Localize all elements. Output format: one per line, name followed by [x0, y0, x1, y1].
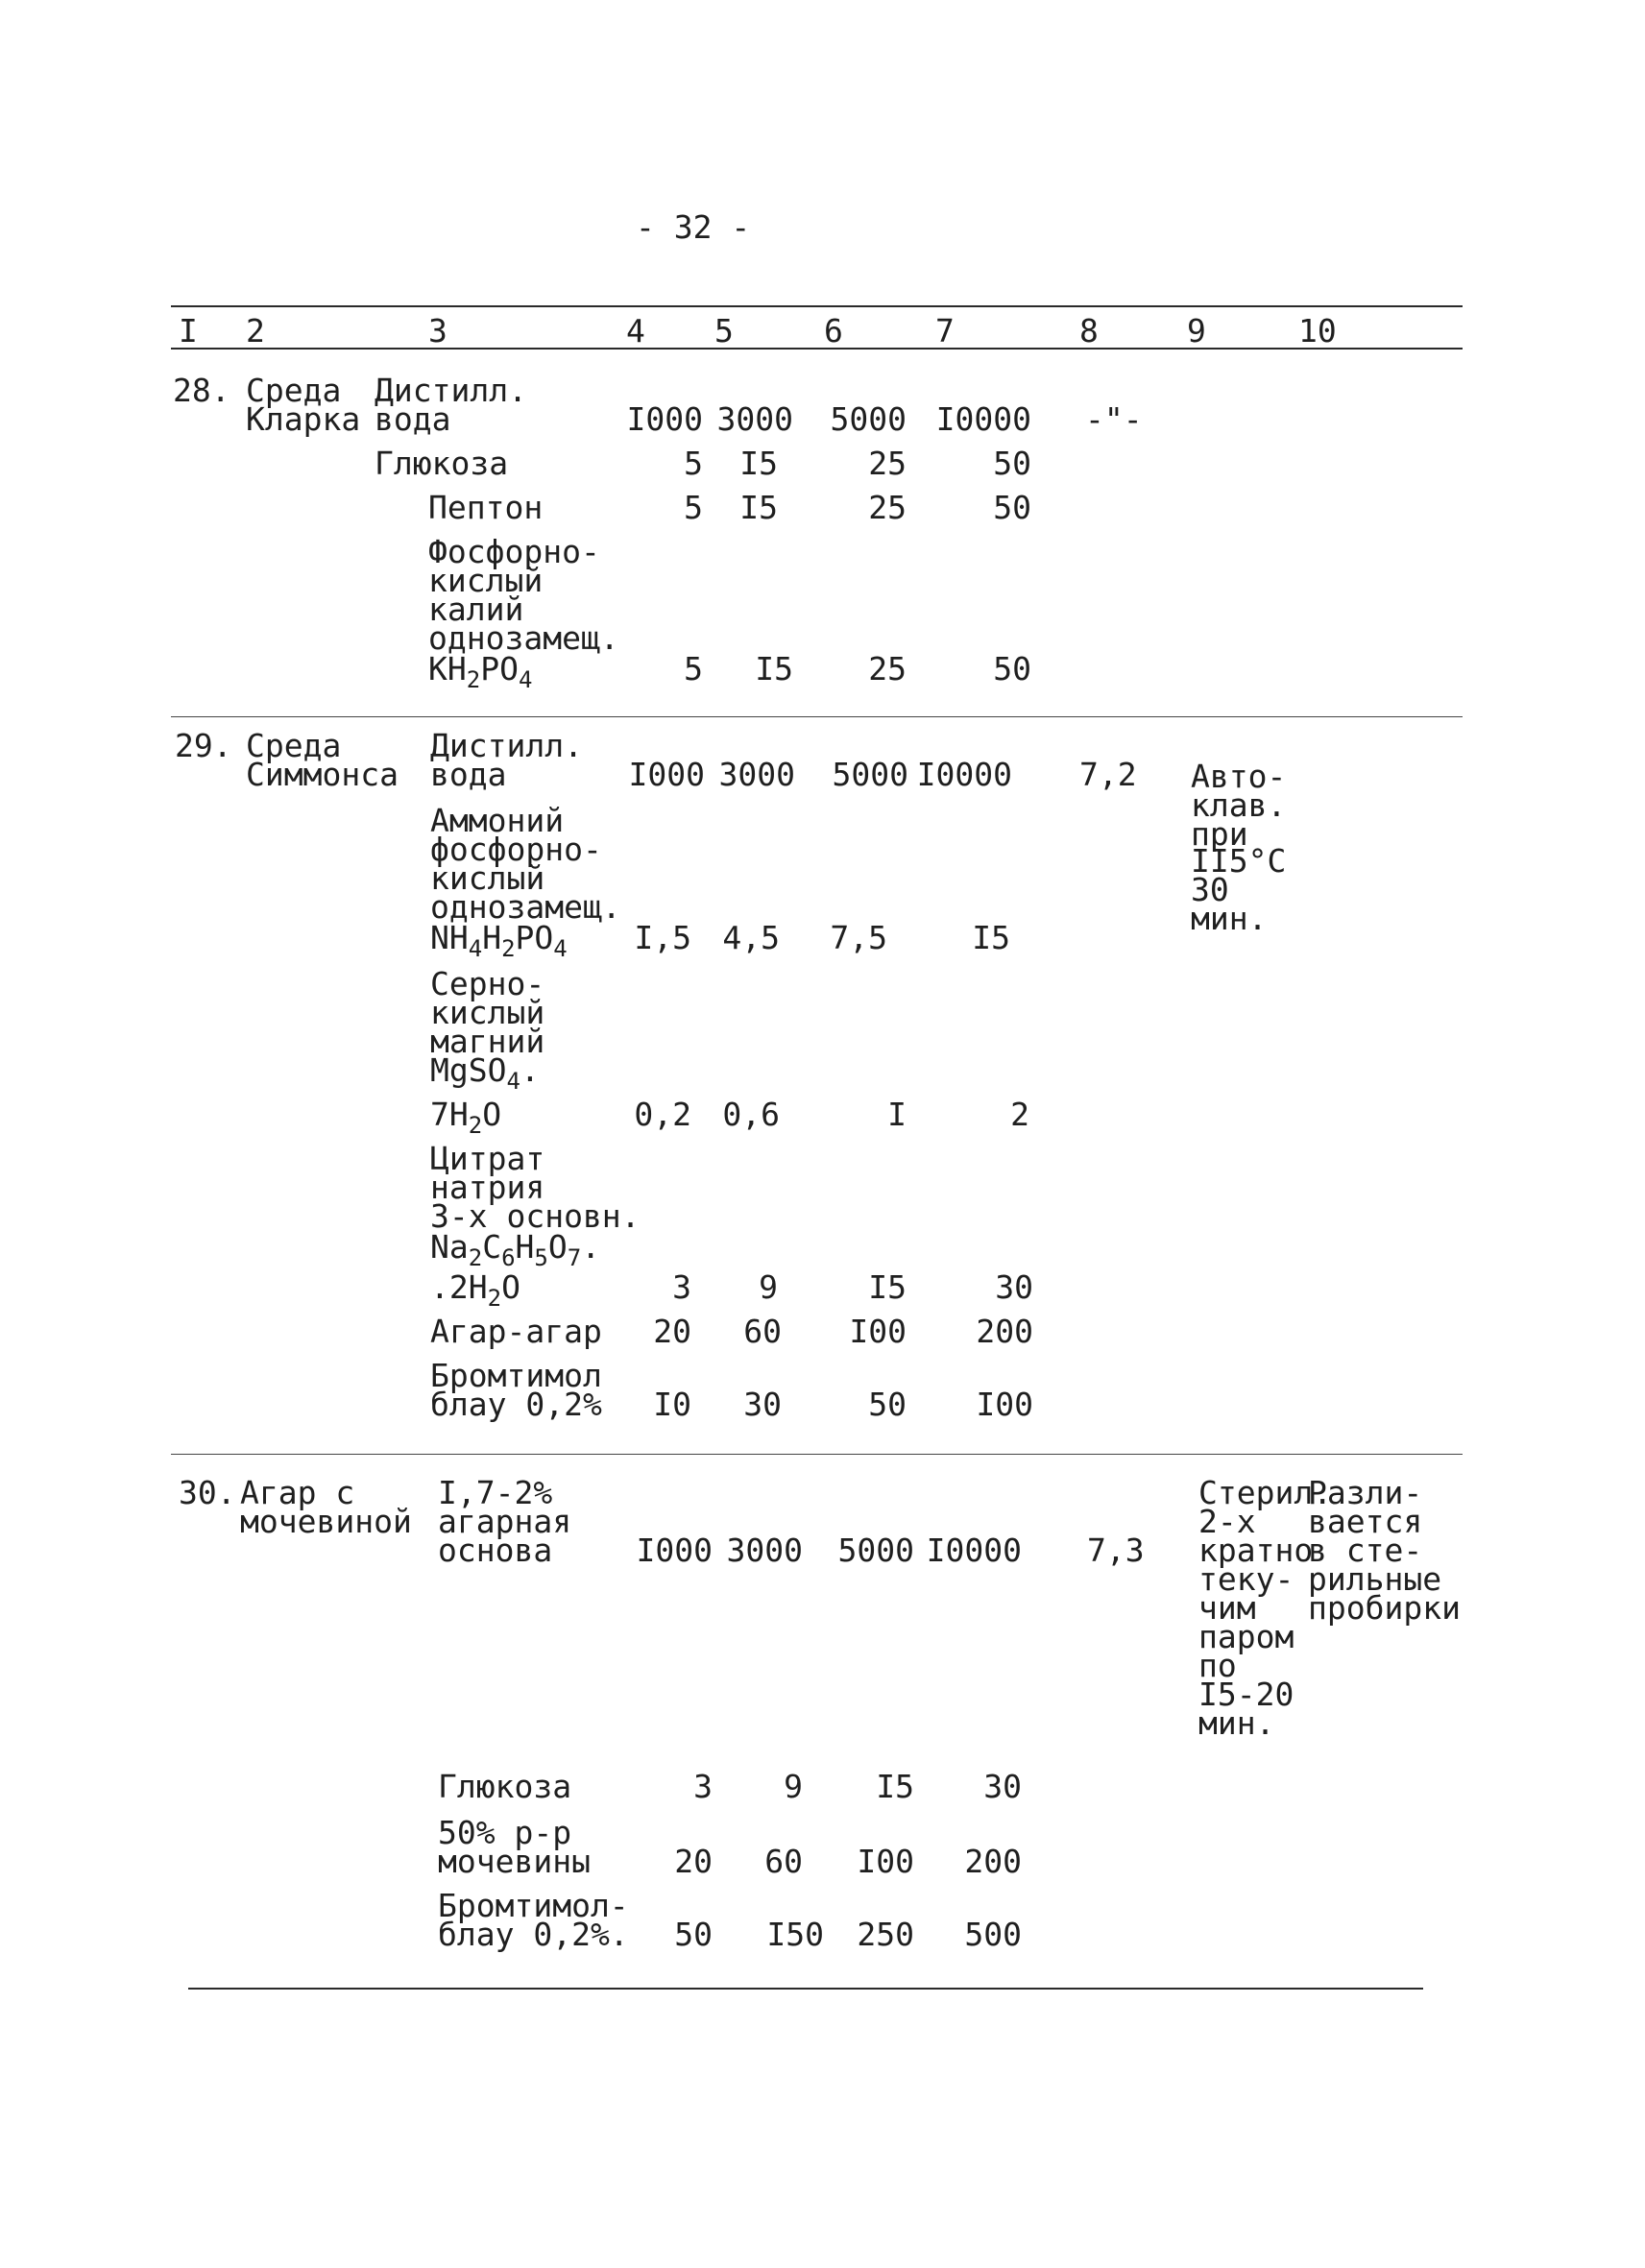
row29-item5-name: Агар-агар [430, 1313, 602, 1350]
row29-item6-v7: I00 [976, 1386, 1033, 1423]
row30-notes-line3: в сте- [1308, 1532, 1423, 1569]
row29-item2-name-line3: кислый [430, 859, 545, 897]
col-header-1: I [179, 312, 198, 350]
row28-item1-col8: -"- [1085, 400, 1143, 438]
row29-item2-formula: $NH_4H_2PO_4$ [430, 919, 568, 962]
row30-item4-v6: 250 [857, 1916, 914, 1953]
row29-item4-v6: I5 [868, 1268, 907, 1306]
row29-item4-name-line2: натрия [430, 1169, 545, 1206]
row30-item3-v4: 20 [674, 1843, 713, 1880]
row28-item2-v6: 25 [868, 445, 907, 482]
row30-medium-line2: мочевиной [240, 1503, 412, 1540]
row30-sterilization-line2: 2-х [1198, 1503, 1256, 1540]
row28-item1-v4: I000 [626, 400, 703, 438]
col-header-5: 5 [714, 312, 734, 350]
row30-sterilization-line7: по [1198, 1647, 1237, 1684]
row30-item4-v5: I50 [766, 1916, 824, 1953]
row30-sterilization-line8: I5-20 [1198, 1676, 1294, 1713]
row29-item4-v5: 9 [759, 1268, 778, 1306]
row28-item2-v4: 5 [684, 445, 703, 482]
row30-ph: 7,3 [1087, 1532, 1145, 1569]
row28-item4-v7: 50 [993, 650, 1031, 688]
col-header-3: 3 [428, 312, 448, 350]
row28-item3-v5: I5 [739, 489, 778, 526]
row29-item2-v4: I,5 [634, 919, 691, 956]
row29-item3-name-line3: магний [430, 1023, 545, 1060]
row29-item4-formula: $.2H_2O$ [430, 1268, 520, 1312]
row29-item1-name-line1: Дистилл. [430, 727, 583, 764]
row29-item5-v5: 60 [743, 1313, 782, 1350]
row29-item3-v5: 0,6 [722, 1096, 780, 1133]
row28-item3-v4: 5 [684, 489, 703, 526]
row30-item2-v6: I5 [876, 1768, 914, 1805]
row29-item6-v5: 30 [743, 1386, 782, 1423]
row30-number: 30. [179, 1474, 236, 1511]
row29-item1-v6: 5000 [832, 756, 908, 793]
row30-item1-v5: 3000 [726, 1532, 803, 1569]
row29-item3-name-line1: Серно- [430, 965, 545, 1002]
header-bottom-rule [171, 348, 1463, 350]
row30-item4-name-line2: блау 0,2%. [438, 1916, 629, 1953]
row29-ph: 7,2 [1079, 756, 1137, 793]
row29-item5-v7: 200 [976, 1313, 1033, 1350]
row30-notes-line4: рильные [1308, 1560, 1442, 1598]
row28-item1-name-line1: Дистилл. [375, 372, 527, 409]
row29-item4-name-line1: Цитрат [430, 1140, 545, 1177]
row28-item4-name-line2: кислый [428, 562, 544, 599]
row30-sterilization-line4: теку- [1198, 1560, 1294, 1598]
row30-item2-v4: 3 [693, 1768, 713, 1805]
row29-item3-formula: $7H_2O$ [430, 1096, 502, 1139]
row28-item1-v5: 3000 [716, 400, 793, 438]
row29-item4-name-line3: 3-х основн. [430, 1197, 641, 1235]
row30-item1-v4: I000 [636, 1532, 713, 1569]
row28-item1-v7: I0000 [935, 400, 1031, 438]
row28-item4-v4: 5 [684, 650, 703, 688]
row28-medium-line2: Кларка [246, 400, 361, 438]
row28-number: 28. [173, 372, 230, 409]
row29-item3-v4: 0,2 [634, 1096, 691, 1133]
row30-notes-line2: вается [1308, 1503, 1423, 1540]
row30-item2-v5: 9 [784, 1768, 803, 1805]
row28-item4-v5: I5 [755, 650, 793, 688]
row28-item3-name: Пептон [428, 489, 544, 526]
row30-item4-v7: 500 [964, 1916, 1022, 1953]
row29-item2-name-line4: однозамещ. [430, 888, 621, 926]
col-header-4: 4 [626, 312, 645, 350]
col-header-7: 7 [935, 312, 955, 350]
row30-sterilization-line1: Стерил. [1198, 1474, 1333, 1511]
row30-item4-v4: 50 [674, 1916, 713, 1953]
row28-item4-formula: $KH_2PO_4$ [428, 650, 533, 693]
row28-item2-v5: I5 [739, 445, 778, 482]
row29-item3-v7: 2 [1010, 1096, 1029, 1133]
table-bottom-rule [188, 1988, 1423, 1990]
row29-item1-v5: 3000 [718, 756, 795, 793]
row29-item6-v4: I0 [653, 1386, 691, 1423]
row30-item3-v5: 60 [764, 1843, 803, 1880]
row30-sterilization-line5: чим [1198, 1589, 1256, 1627]
row30-item1-v7: I0000 [926, 1532, 1022, 1569]
row30-notes-line1: Разли- [1308, 1474, 1423, 1511]
row29-sterilization-line4: II5°C [1191, 842, 1287, 880]
row28-item1-v6: 5000 [830, 400, 907, 438]
row29-item2-v5: 4,5 [722, 919, 780, 956]
row29-item3-name-line2: кислый [430, 994, 545, 1031]
row30-item3-name-line2: мочевины [438, 1843, 591, 1880]
row28-item2-v7: 50 [993, 445, 1031, 482]
header-top-rule [171, 305, 1463, 307]
row29-item2-name-line2: фосфорно- [430, 831, 602, 868]
col-header-10: 10 [1298, 312, 1337, 350]
row30-notes-line5: пробирки [1308, 1589, 1461, 1627]
row29-item5-v6: I00 [849, 1313, 907, 1350]
row29-item1-name-line2: вода [430, 756, 507, 793]
row28-item2-name: Глюкоза [375, 445, 509, 482]
row28-item4-name-line4: однозамещ. [428, 619, 619, 657]
row29-item2-name-line1: Аммоний [430, 802, 565, 839]
row28-item3-v7: 50 [993, 489, 1031, 526]
row30-item1-name-line3: основа [438, 1532, 553, 1569]
row30-sterilization-line9: мин. [1198, 1704, 1275, 1742]
page-number: - 32 - [636, 208, 751, 246]
col-header-9: 9 [1187, 312, 1206, 350]
row30-item1-v6: 5000 [837, 1532, 914, 1569]
col-header-8: 8 [1079, 312, 1099, 350]
row29-bottom-rule [171, 1454, 1463, 1455]
row29-item2-v7: I5 [972, 919, 1010, 956]
col-header-6: 6 [824, 312, 843, 350]
row29-item4-v4: 3 [672, 1268, 691, 1306]
row29-sterilization-line2: клав. [1191, 786, 1287, 824]
row30-item3-v6: I00 [857, 1843, 914, 1880]
row28-item3-v6: 25 [868, 489, 907, 526]
row29-item4-name-line4: $Na_2C_6H_5O_7$. [430, 1228, 601, 1271]
row29-number: 29. [175, 727, 232, 764]
col-header-2: 2 [246, 312, 265, 350]
row28-item4-v6: 25 [868, 650, 907, 688]
row30-medium-line1: Агар с [240, 1474, 355, 1511]
row28-bottom-rule [171, 716, 1463, 717]
row29-medium-line1: Среда [246, 727, 342, 764]
row30-item2-name: Глюкоза [438, 1768, 572, 1805]
row29-sterilization-line3: при [1191, 815, 1248, 853]
row29-item6-name-line2: блау 0,2% [430, 1386, 602, 1423]
row30-item4-name-line1: Бромтимол- [438, 1887, 629, 1924]
row29-item2-v6: 7,5 [830, 919, 887, 956]
row29-item1-v7: I0000 [916, 756, 1012, 793]
row29-item6-name-line1: Бромтимол [430, 1357, 602, 1394]
row29-item4-v7: 30 [995, 1268, 1033, 1306]
row28-item4-name-line3: калий [428, 591, 524, 628]
row30-sterilization-line3: кратно [1198, 1532, 1314, 1569]
row29-sterilization-line5: 30 [1191, 871, 1229, 908]
row28-medium-line1: Среда [246, 372, 342, 409]
row28-item1-name-line2: вода [375, 400, 451, 438]
row30-item2-v7: 30 [983, 1768, 1022, 1805]
row30-item3-name-line1: 50% р-р [438, 1814, 572, 1851]
row30-item1-name-line1: I,7-2% [438, 1474, 553, 1511]
row29-sterilization-line6: мин. [1191, 900, 1268, 937]
row29-item5-v4: 20 [653, 1313, 691, 1350]
row29-item3-v6: I [887, 1096, 907, 1133]
row29-item6-v6: 50 [868, 1386, 907, 1423]
row30-sterilization-line6: паром [1198, 1618, 1294, 1655]
row28-item4-name-line1: Фосфорно- [428, 533, 600, 570]
row29-item3-name-line4: MgSO$_4$. [430, 1051, 540, 1095]
row30-item1-name-line2: агарная [438, 1503, 572, 1540]
row29-item1-v4: I000 [628, 756, 705, 793]
row30-item3-v7: 200 [964, 1843, 1022, 1880]
row29-medium-line2: Симмонса [246, 756, 399, 793]
row29-sterilization-line1: Авто- [1191, 758, 1287, 795]
